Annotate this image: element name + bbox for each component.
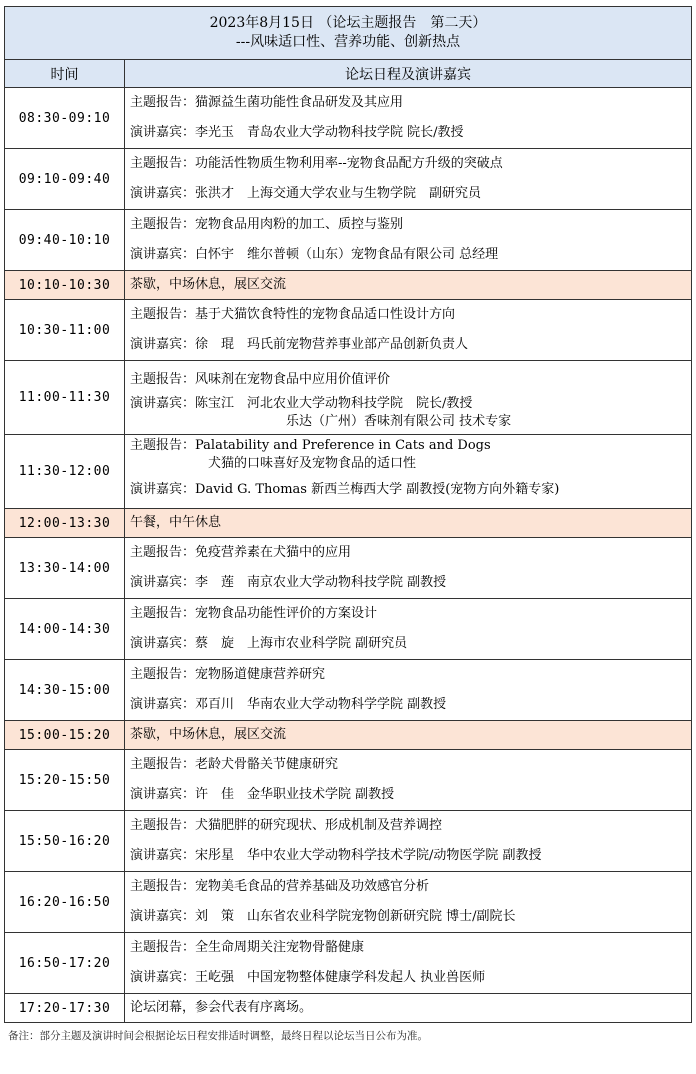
session-content (125, 538, 692, 599)
topic-line-label: 主题报告： (130, 217, 196, 232)
topic-line-label: 主题报告： (130, 940, 196, 955)
speaker-line-label: 演讲嘉宾： (130, 337, 196, 352)
topic-line-text: 风味剂在宠物食品中应用价值评价 (195, 371, 391, 387)
topic-line-text: 全生命周期关注宠物骨骼健康 (195, 940, 365, 955)
topic-line (130, 88, 691, 118)
speaker-line-text: David G. Thomas 新西兰梅西大学 副教授(宠物方向外籍专家) (195, 481, 560, 497)
session-time: 17:20-17:30 (5, 994, 125, 1023)
speaker-line-label: 演讲嘉宾： (130, 970, 196, 985)
session-time: 15:50-16:20 (5, 811, 125, 872)
session-time: 15:00-15:20 (5, 721, 125, 750)
session-time: 09:10-09:40 (5, 149, 125, 210)
topic-line-text: 宠物美毛食品的营养基础及功效感官分析 (195, 879, 430, 894)
speaker-line-text: 许 佳 金华职业技术学院 副教授 (195, 787, 395, 802)
speaker-line (130, 395, 691, 413)
topic-line (130, 210, 691, 240)
title-line-1: 2023年8月15日 （论坛主题报告 第二天） (209, 15, 487, 31)
session-time: 16:20-16:50 (5, 872, 125, 933)
table-row (5, 88, 692, 149)
topic-line (130, 437, 691, 455)
speaker-line (130, 330, 691, 360)
break-cell: 茶歇，中场休息，展区交流 (125, 721, 692, 750)
speaker-line-label: 演讲嘉宾： (130, 125, 196, 140)
speaker-line-label: 演讲嘉宾： (130, 848, 196, 863)
speaker-line (130, 240, 691, 270)
table-row (5, 721, 692, 750)
table-row (5, 660, 692, 721)
topic-line-label: 主题报告： (130, 606, 196, 621)
speaker-line-text: 李 莲 南京农业大学动物科技学院 副教授 (195, 575, 447, 590)
topic-line-label: 主题报告： (130, 307, 196, 322)
schedule-wrapper (4, 6, 691, 1023)
speaker-line-label: 演讲嘉宾： (130, 481, 196, 497)
speaker-line (130, 179, 691, 209)
topic-line-label: 主题报告： (130, 545, 196, 560)
speaker-line (130, 568, 691, 598)
topic-line-text: 老龄犬骨骼关节健康研究 (195, 757, 339, 772)
speaker-line (130, 118, 691, 148)
topic-line-label: 主题报告： (130, 156, 196, 171)
session-content (125, 149, 692, 210)
topic-line-label: 主题报告： (130, 818, 196, 833)
table-row (5, 933, 692, 994)
topic-line-label: 主题报告： (130, 95, 196, 110)
speaker-line-text: 王屹强 中国宠物整体健康学科发起人 执业兽医师 (195, 970, 486, 985)
table-row (5, 994, 692, 1023)
session-time: 16:50-17:20 (5, 933, 125, 994)
title-line-2: ---风味适口性、营养功能、创新热点 (235, 34, 461, 50)
table-row (5, 811, 692, 872)
speaker-line-text: 邓百川 华南农业大学动物科学学院 副教授 (195, 697, 447, 712)
table-row (5, 435, 692, 509)
topic-line (130, 933, 691, 963)
speaker-line-label: 演讲嘉宾： (130, 186, 196, 201)
topic-line (130, 365, 691, 395)
speaker-line (130, 473, 691, 507)
column-header-agenda: 论坛日程及演讲嘉宾 (125, 60, 692, 88)
topic-line-text: Palatability and Preference in Cats and Dogs (195, 437, 491, 453)
table-row (5, 300, 692, 361)
topic-line-label: 主题报告： (130, 757, 196, 772)
session-time: 11:00-11:30 (5, 361, 125, 435)
speaker-line-text: 蔡 旋 上海市农业科学院 副研究员 (195, 636, 408, 651)
table-row (5, 361, 692, 435)
table-row (5, 872, 692, 933)
topic-line-text: 宠物食品用肉粉的加工、质控与鉴别 (195, 217, 404, 232)
topic-line-text: 宠物食品功能性评价的方案设计 (195, 606, 378, 621)
speaker-line-text: 宋彤星 华中农业大学动物科学技术学院/动物医学院 副教授 (195, 848, 542, 863)
session-content (125, 435, 692, 509)
session-content (125, 599, 692, 660)
topic-line-text: 免疫营养素在犬猫中的应用 (195, 545, 352, 560)
session-time: 10:30-11:00 (5, 300, 125, 361)
closing-cell: 论坛闭幕，参会代表有序离场。 (125, 994, 692, 1023)
speaker-line-text: 徐 琨 玛氏前宠物营养事业部产品创新负责人 (195, 337, 469, 352)
speaker-line-label: 演讲嘉宾： (130, 247, 196, 262)
table-title (5, 7, 692, 60)
table-row (5, 509, 692, 538)
speaker-line-text: 白怀宇 维尔普顿（山东）宠物食品有限公司 总经理 (195, 247, 499, 262)
speaker-line-2: 乐达（广州）香味剂有限公司 技术专家 (286, 413, 512, 429)
topic-line (130, 538, 691, 568)
session-content (125, 872, 692, 933)
session-content (125, 811, 692, 872)
table-row (5, 599, 692, 660)
topic-line-label: 主题报告： (130, 371, 196, 387)
session-time: 08:30-09:10 (5, 88, 125, 149)
session-time: 11:30-12:00 (5, 435, 125, 509)
topic-line (130, 660, 691, 690)
session-time: 10:10-10:30 (5, 271, 125, 300)
speaker-line-label: 演讲嘉宾： (130, 909, 196, 924)
topic-line (130, 811, 691, 841)
speaker-line-label: 演讲嘉宾： (130, 787, 196, 802)
session-content (125, 361, 692, 435)
session-content (125, 300, 692, 361)
speaker-line-text: 陈宝江 河北农业大学动物科技学院 院长/教授 (195, 395, 473, 411)
topic-line-2: 犬猫的口味喜好及宠物食品的适口性 (208, 455, 417, 471)
schedule-table (4, 6, 692, 1023)
topic-line (130, 872, 691, 902)
topic-line-label: 主题报告： (130, 437, 196, 453)
speaker-line (130, 963, 691, 993)
session-content (125, 750, 692, 811)
session-content (125, 933, 692, 994)
speaker-line (130, 780, 691, 810)
topic-line-text: 功能活性物质生物利用率--宠物食品配方升级的突破点 (195, 156, 503, 171)
topic-line (130, 300, 691, 330)
session-time: 14:30-15:00 (5, 660, 125, 721)
topic-line (130, 149, 691, 179)
topic-line-text: 宠物肠道健康营养研究 (195, 667, 326, 682)
session-time: 14:00-14:30 (5, 599, 125, 660)
speaker-line (130, 629, 691, 659)
session-content (125, 660, 692, 721)
topic-line-text: 基于犬猫饮食特性的宠物食品适口性设计方向 (195, 307, 456, 322)
speaker-line-label: 演讲嘉宾： (130, 395, 196, 411)
topic-line (130, 599, 691, 629)
table-row (5, 149, 692, 210)
footnote: 备注：部分主题及演讲时间会根据论坛日程安排适时调整，最终日程以论坛当日公布为准。 (8, 1030, 428, 1042)
session-content (125, 210, 692, 271)
break-cell: 午餐，中午休息 (125, 509, 692, 538)
table-row (5, 271, 692, 300)
speaker-line-text: 张洪才 上海交通大学农业与生物学院 副研究员 (195, 186, 482, 201)
topic-line-label: 主题报告： (130, 879, 196, 894)
speaker-line (130, 841, 691, 871)
topic-line-text: 猫源益生菌功能性食品研发及其应用 (195, 95, 404, 110)
speaker-line (130, 690, 691, 720)
table-row (5, 538, 692, 599)
topic-line-label: 主题报告： (130, 667, 196, 682)
speaker-line-label: 演讲嘉宾： (130, 697, 196, 712)
topic-line (130, 750, 691, 780)
column-header-time: 时间 (5, 60, 125, 88)
speaker-line (130, 902, 691, 932)
session-time: 09:40-10:10 (5, 210, 125, 271)
topic-line-text: 犬猫肥胖的研究现状、形成机制及营养调控 (195, 818, 443, 833)
session-time: 13:30-14:00 (5, 538, 125, 599)
speaker-line-text: 李光玉 青岛农业大学动物科技学院 院长/教授 (195, 125, 464, 140)
table-row (5, 750, 692, 811)
schedule-body (5, 88, 692, 1023)
speaker-line-label: 演讲嘉宾： (130, 575, 196, 590)
break-cell: 茶歇，中场休息，展区交流 (125, 271, 692, 300)
speaker-line-label: 演讲嘉宾： (130, 636, 196, 651)
table-row (5, 210, 692, 271)
session-time: 12:00-13:30 (5, 509, 125, 538)
session-content (125, 88, 692, 149)
session-time: 15:20-15:50 (5, 750, 125, 811)
speaker-line-text: 刘 策 山东省农业科学院宠物创新研究院 博士/副院长 (195, 909, 516, 924)
